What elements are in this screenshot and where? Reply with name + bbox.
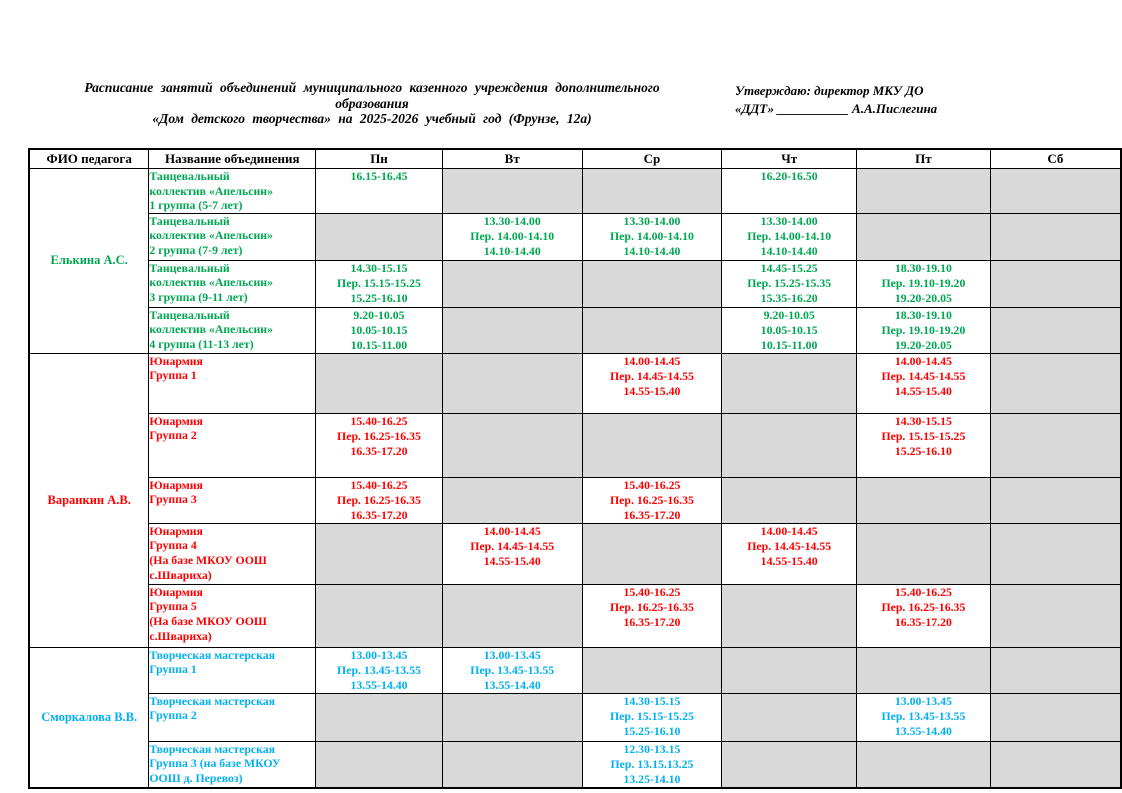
time-line: 19.20-20.05 bbox=[894, 337, 952, 352]
schedule-time-cell bbox=[582, 741, 722, 788]
time-line: 14.00-14.45 bbox=[760, 523, 818, 538]
teacher-name-cell: Сморкалова В.В. bbox=[29, 647, 149, 788]
schedule-time-cell bbox=[582, 213, 722, 260]
schedule-time-cell bbox=[857, 307, 991, 353]
group-name-line: Юнармия bbox=[149, 523, 203, 538]
schedule-time-cell bbox=[582, 693, 722, 741]
schedule-row bbox=[29, 169, 1121, 214]
time-line: 15.40-16.25 bbox=[350, 477, 408, 492]
empty-schedule-cell bbox=[582, 647, 722, 693]
empty-schedule-cell bbox=[990, 741, 1121, 788]
group-name-line: Творческая мастерская bbox=[149, 647, 276, 662]
empty-schedule-cell bbox=[857, 741, 991, 788]
schedule-time-cell bbox=[442, 523, 582, 584]
time-line: 16.35-17.20 bbox=[623, 614, 681, 629]
time-line: 15.40-16.25 bbox=[623, 584, 681, 599]
time-line: 14.00-14.45 bbox=[894, 353, 952, 368]
empty-schedule-cell bbox=[316, 584, 443, 647]
schedule-time-cell bbox=[722, 260, 857, 307]
group-name-line: коллектив «Апельсин» bbox=[149, 228, 273, 243]
empty-schedule-cell bbox=[442, 307, 582, 353]
schedule-row bbox=[29, 353, 1121, 413]
time-line: 13.55-14.40 bbox=[350, 677, 408, 692]
group-name-cell bbox=[149, 413, 316, 477]
time-line: 15.40-16.25 bbox=[623, 477, 681, 492]
group-name-line: Группа 1 bbox=[149, 368, 197, 383]
time-line: 14.00-14.45 bbox=[623, 353, 681, 368]
empty-schedule-cell bbox=[442, 353, 582, 413]
time-line: 14.00-14.45 bbox=[483, 523, 541, 538]
time-line: Пер. 19.10-19.20 bbox=[881, 275, 966, 290]
empty-schedule-cell bbox=[990, 523, 1121, 584]
group-name-line: Группа 1 bbox=[149, 662, 197, 677]
day-header: Пн bbox=[316, 149, 443, 169]
empty-schedule-cell bbox=[722, 647, 857, 693]
empty-schedule-cell bbox=[722, 741, 857, 788]
schedule-time-cell bbox=[316, 169, 443, 214]
approval-line-1: Утверждаю: директор МКУ ДО bbox=[735, 83, 924, 98]
group-name-line: Группа 4 bbox=[149, 538, 197, 553]
empty-schedule-cell bbox=[316, 693, 443, 741]
group-name-line: с.Швариха) bbox=[149, 628, 212, 643]
schedule-row bbox=[29, 693, 1121, 741]
group-name-line: коллектив «Апельсин» bbox=[149, 322, 273, 337]
time-line: 18.30-19.10 bbox=[894, 260, 952, 275]
empty-schedule-cell bbox=[990, 307, 1121, 353]
group-name-line: Юнармия bbox=[149, 413, 203, 428]
time-line: Пер. 16.25-16.35 bbox=[337, 428, 421, 443]
empty-schedule-cell bbox=[722, 413, 857, 477]
time-line: 13.55-14.40 bbox=[894, 723, 952, 738]
empty-schedule-cell bbox=[582, 413, 722, 477]
empty-schedule-cell bbox=[442, 477, 582, 523]
schedule-row bbox=[29, 413, 1121, 477]
time-line: 10.15-11.00 bbox=[350, 337, 408, 352]
time-line: 13.00-13.45 bbox=[483, 647, 541, 662]
time-line: Пер. 13.15.13.25 bbox=[610, 756, 694, 771]
time-line: Пер. 16.25-16.35 bbox=[337, 492, 421, 507]
group-name-cell bbox=[149, 584, 316, 647]
time-line: Пер. 15.15-15.25 bbox=[610, 708, 694, 723]
time-line: 9.20-10.05 bbox=[763, 307, 815, 322]
day-header: Ср bbox=[582, 149, 722, 169]
time-line: 14.55-15.40 bbox=[623, 383, 681, 398]
column-header: ФИО педагога bbox=[29, 149, 149, 169]
group-name-cell bbox=[149, 169, 316, 214]
group-name-line: 4 группа (11-13 лет) bbox=[149, 336, 254, 351]
group-name-line: Группа 5 bbox=[149, 599, 197, 614]
group-name-cell bbox=[149, 353, 316, 413]
empty-schedule-cell bbox=[990, 584, 1121, 647]
schedule-time-cell bbox=[722, 213, 857, 260]
time-line: 9.20-10.05 bbox=[353, 307, 405, 322]
empty-schedule-cell bbox=[316, 213, 443, 260]
empty-schedule-cell bbox=[316, 741, 443, 788]
document-title-line-3: «Дом детского творчества» на 2025-2026 учебный год (Фрунзе, 12а) bbox=[152, 111, 592, 126]
time-line: 15.35-16.20 bbox=[760, 290, 818, 305]
group-name-line: Танцевальный bbox=[149, 213, 230, 228]
group-name-line: Танцевальный bbox=[149, 260, 230, 275]
group-name-line: Группа 3 (на базе МКОУ bbox=[149, 756, 281, 771]
group-name-cell bbox=[149, 693, 316, 741]
empty-schedule-cell bbox=[582, 307, 722, 353]
empty-schedule-cell bbox=[990, 169, 1121, 214]
group-name-line: 3 группа (9-11 лет) bbox=[149, 289, 248, 304]
time-line: 13.25-14.10 bbox=[623, 771, 681, 786]
time-line: Пер. 15.15-15.25 bbox=[337, 275, 421, 290]
group-name-line: Группа 2 bbox=[149, 428, 197, 443]
schedule-time-cell bbox=[857, 584, 991, 647]
schedule-table bbox=[28, 148, 1122, 789]
day-header: Вт bbox=[442, 149, 582, 169]
time-line: 14.30-15.15 bbox=[350, 260, 408, 275]
schedule-header bbox=[29, 149, 1121, 169]
empty-schedule-cell bbox=[442, 693, 582, 741]
time-line: Пер. 14.45-14.55 bbox=[747, 538, 832, 553]
empty-schedule-cell bbox=[857, 213, 991, 260]
empty-schedule-cell bbox=[857, 647, 991, 693]
time-line: Пер. 13.45-13.55 bbox=[881, 708, 966, 723]
schedule-row bbox=[29, 647, 1121, 693]
schedule-time-cell bbox=[722, 169, 857, 214]
group-name-cell bbox=[149, 213, 316, 260]
time-line: 10.05-10.15 bbox=[760, 322, 818, 337]
time-line: 14.55-15.40 bbox=[760, 553, 818, 568]
time-line: 16.35-17.20 bbox=[350, 507, 408, 522]
teacher-name-cell: Варанкин А.В. bbox=[29, 353, 149, 647]
time-line: Пер. 16.25-16.35 bbox=[610, 599, 694, 614]
schedule-row bbox=[29, 307, 1121, 353]
group-name-line: Творческая мастерская bbox=[149, 741, 276, 756]
group-name-line: Группа 3 bbox=[149, 492, 197, 507]
time-line: Пер. 16.25-16.35 bbox=[881, 599, 966, 614]
schedule-row bbox=[29, 477, 1121, 523]
schedule-time-cell bbox=[582, 353, 722, 413]
group-name-line: Юнармия bbox=[149, 584, 203, 599]
schedule-row bbox=[29, 523, 1121, 584]
header-row bbox=[29, 149, 1121, 169]
group-name-cell bbox=[149, 523, 316, 584]
group-name-cell bbox=[149, 260, 316, 307]
schedule-row bbox=[29, 584, 1121, 647]
schedule-time-cell bbox=[582, 477, 722, 523]
time-line: 19.20-20.05 bbox=[894, 290, 952, 305]
group-name-line: коллектив «Апельсин» bbox=[149, 183, 273, 198]
empty-schedule-cell bbox=[582, 523, 722, 584]
time-line: 13.00-13.45 bbox=[350, 647, 408, 662]
schedule-time-cell bbox=[857, 353, 991, 413]
day-header: Пт bbox=[857, 149, 991, 169]
schedule-time-cell bbox=[316, 477, 443, 523]
empty-schedule-cell bbox=[722, 584, 857, 647]
schedule-body bbox=[29, 169, 1121, 788]
teacher-name-cell: Елькина А.С. bbox=[29, 169, 149, 354]
time-line: 10.15-11.00 bbox=[761, 337, 818, 352]
empty-schedule-cell bbox=[442, 260, 582, 307]
time-line: 15.40-16.25 bbox=[894, 584, 952, 599]
time-line: 16.15-16.45 bbox=[350, 169, 408, 183]
time-line: Пер. 15.25-15.35 bbox=[747, 275, 832, 290]
time-line: Пер. 14.45-14.55 bbox=[610, 368, 694, 383]
day-header: Чт bbox=[722, 149, 857, 169]
empty-schedule-cell bbox=[990, 647, 1121, 693]
time-line: Пер. 16.25-16.35 bbox=[610, 492, 694, 507]
schedule-time-cell bbox=[316, 260, 443, 307]
schedule-row bbox=[29, 741, 1121, 788]
column-header: Название объединения bbox=[149, 149, 316, 169]
group-name-line: Юнармия bbox=[149, 477, 203, 492]
schedule-time-cell bbox=[722, 307, 857, 353]
empty-schedule-cell bbox=[442, 413, 582, 477]
group-name-line: 2 группа (7-9 лет) bbox=[149, 242, 243, 257]
schedule-time-cell bbox=[857, 260, 991, 307]
empty-schedule-cell bbox=[990, 353, 1121, 413]
schedule-time-cell bbox=[722, 523, 857, 584]
empty-schedule-cell bbox=[857, 169, 991, 214]
empty-schedule-cell bbox=[722, 477, 857, 523]
time-line: Пер. 14.00-14.10 bbox=[610, 228, 694, 243]
time-line: 14.30-15.15 bbox=[623, 693, 681, 708]
schedule-time-cell bbox=[316, 307, 443, 353]
group-name-line: Юнармия bbox=[149, 353, 203, 368]
schedule-row bbox=[29, 213, 1121, 260]
time-line: Пер. 15.15-15.25 bbox=[881, 428, 966, 443]
empty-schedule-cell bbox=[990, 213, 1121, 260]
time-line: 13.30-14.00 bbox=[483, 213, 541, 228]
group-name-line: (На базе МКОУ ООШ bbox=[149, 552, 267, 567]
empty-schedule-cell bbox=[722, 353, 857, 413]
schedule-time-cell bbox=[857, 693, 991, 741]
time-line: Пер. 19.10-19.20 bbox=[881, 322, 966, 337]
time-line: Пер. 14.00-14.10 bbox=[747, 228, 832, 243]
time-line: 16.35-17.20 bbox=[623, 507, 681, 522]
time-line: 14.10-14.40 bbox=[623, 243, 681, 258]
schedule-time-cell bbox=[442, 647, 582, 693]
group-name-line: Танцевальный bbox=[149, 169, 230, 183]
schedule-time-cell bbox=[442, 213, 582, 260]
time-line: 14.30-15.15 bbox=[894, 413, 952, 428]
time-line: 14.55-15.40 bbox=[483, 553, 541, 568]
time-line: 16.35-17.20 bbox=[894, 614, 952, 629]
document-title bbox=[48, 80, 696, 127]
empty-schedule-cell bbox=[442, 169, 582, 214]
empty-schedule-cell bbox=[990, 477, 1121, 523]
group-name-line: с.Швариха) bbox=[149, 567, 212, 582]
time-line: 14.45-15.25 bbox=[760, 260, 818, 275]
empty-schedule-cell bbox=[722, 693, 857, 741]
empty-schedule-cell bbox=[990, 260, 1121, 307]
time-line: 13.55-14.40 bbox=[483, 677, 541, 692]
group-name-line: (На базе МКОУ ООШ bbox=[149, 613, 267, 628]
time-line: 14.55-15.40 bbox=[894, 383, 952, 398]
group-name-line: Творческая мастерская bbox=[149, 693, 276, 708]
group-name-cell bbox=[149, 741, 316, 788]
empty-schedule-cell bbox=[582, 169, 722, 214]
empty-schedule-cell bbox=[582, 260, 722, 307]
schedule-time-cell bbox=[582, 584, 722, 647]
time-line: 13.30-14.00 bbox=[760, 213, 818, 228]
group-name-line: коллектив «Апельсин» bbox=[149, 275, 273, 290]
empty-schedule-cell bbox=[990, 413, 1121, 477]
group-name-cell bbox=[149, 647, 316, 693]
empty-schedule-cell bbox=[442, 584, 582, 647]
time-line: 14.10-14.40 bbox=[760, 243, 818, 258]
time-line: 13.00-13.45 bbox=[894, 693, 952, 708]
schedule-time-cell bbox=[316, 413, 443, 477]
approval-block bbox=[735, 82, 1005, 118]
approval-line-2: «ДДТ» ___________ А.А.Пислегина bbox=[735, 101, 938, 116]
document-title-line-1: Расписание занятий объединений муниципального казенного учреждения дополнительного bbox=[84, 80, 660, 95]
empty-schedule-cell bbox=[316, 353, 443, 413]
group-name-line: Группа 2 bbox=[149, 708, 197, 723]
group-name-line: 1 группа (5-7 лет) bbox=[149, 198, 243, 213]
empty-schedule-cell bbox=[442, 741, 582, 788]
document-title-line-2: образования bbox=[335, 95, 409, 111]
time-line: 15.25-16.10 bbox=[350, 290, 408, 305]
time-line: Пер. 14.00-14.10 bbox=[470, 228, 555, 243]
time-line: 15.25-16.10 bbox=[623, 723, 681, 738]
day-header: Сб bbox=[990, 149, 1121, 169]
time-line: 14.10-14.40 bbox=[483, 243, 541, 258]
schedule-time-cell bbox=[316, 647, 443, 693]
time-line: 13.30-14.00 bbox=[623, 213, 681, 228]
group-name-cell bbox=[149, 307, 316, 353]
time-line: 15.40-16.25 bbox=[350, 413, 408, 428]
schedule-row bbox=[29, 260, 1121, 307]
time-line: Пер. 14.45-14.55 bbox=[470, 538, 555, 553]
time-line: Пер. 13.45-13.55 bbox=[470, 662, 555, 677]
time-line: Пер. 14.45-14.55 bbox=[881, 368, 966, 383]
empty-schedule-cell bbox=[316, 523, 443, 584]
time-line: 10.05-10.15 bbox=[350, 322, 408, 337]
time-line: 16.20-16.50 bbox=[760, 169, 818, 183]
group-name-line: ООШ д. Перевоз) bbox=[149, 770, 243, 785]
time-line: 15.25-16.10 bbox=[894, 443, 952, 458]
empty-schedule-cell bbox=[857, 477, 991, 523]
empty-schedule-cell bbox=[990, 693, 1121, 741]
time-line: 12.30-13.15 bbox=[623, 741, 681, 756]
group-name-cell bbox=[149, 477, 316, 523]
schedule-time-cell bbox=[857, 413, 991, 477]
group-name-line: Танцевальный bbox=[149, 307, 230, 322]
empty-schedule-cell bbox=[857, 523, 991, 584]
time-line: 16.35-17.20 bbox=[350, 443, 408, 458]
time-line: Пер. 13.45-13.55 bbox=[337, 662, 421, 677]
time-line: 18.30-19.10 bbox=[894, 307, 952, 322]
